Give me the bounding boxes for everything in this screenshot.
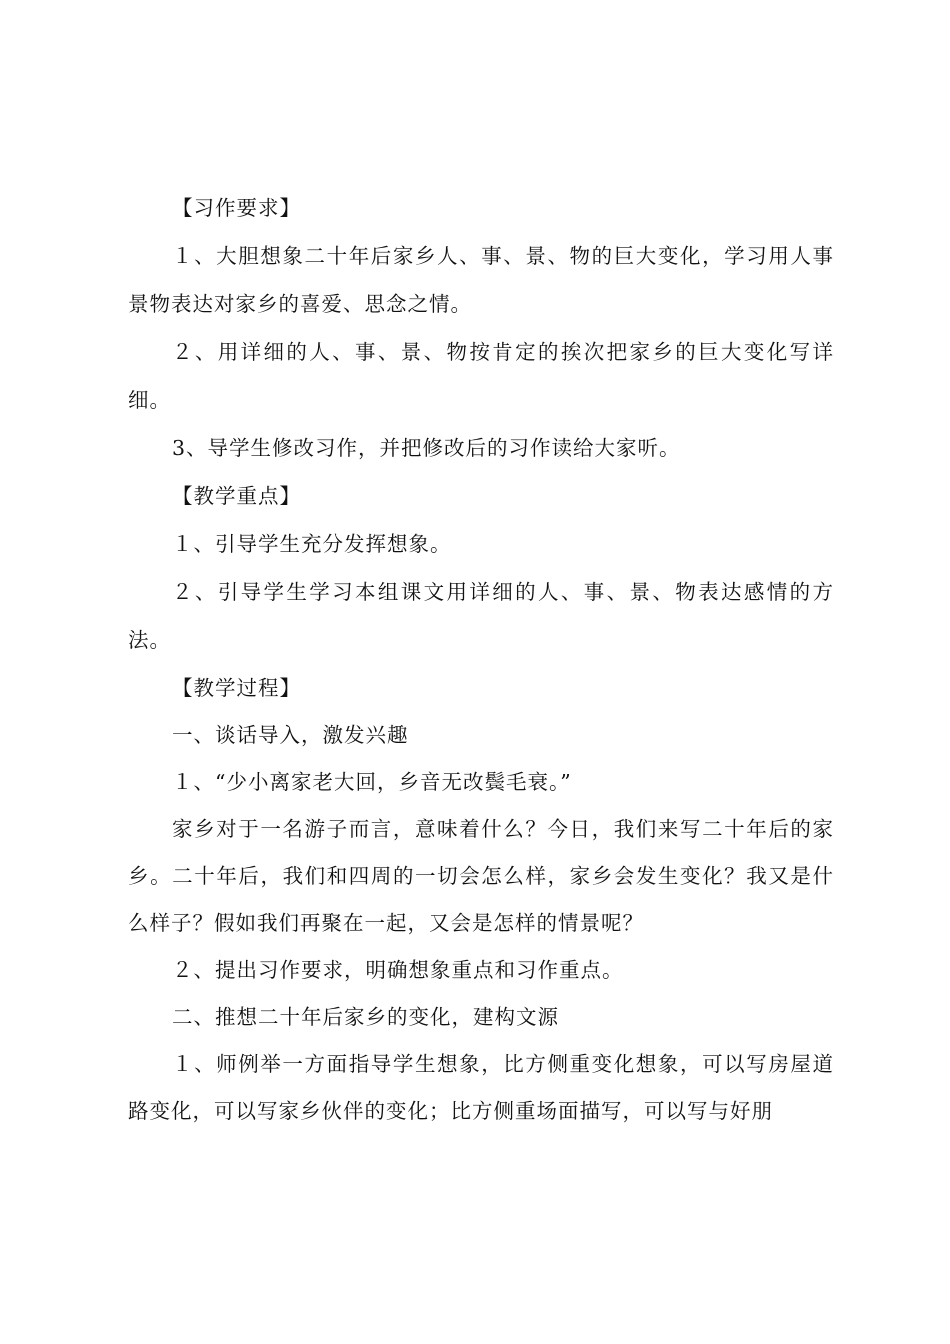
heading-writing-requirements: 【习作要求】 — [172, 196, 301, 220]
process-item-1: １、“少小离家老大回，乡音无改鬓毛衰。” — [172, 770, 572, 794]
process-item-2: ２、提出习作要求，明确想象重点和习作重点。 — [172, 958, 624, 982]
focus-item-2: ２、引导学生学习本组课文用详细的人、事、景、物表达感情的方法。 — [128, 580, 834, 652]
requirement-item-1: １、大胆想象二十年后家乡人、事、景、物的巨大变化，学习用人事景物表达对家乡的喜爱、思念之情。 — [128, 244, 834, 316]
focus-item-1: １、引导学生充分发挥想象。 — [172, 532, 452, 556]
process-section-2-item-1: １、师例举一方面指导学生想象，比方侧重变化想象，可以写房屋道路变化，可以写家乡伙伴的变化；比方侧重场面描写，可以写与好朋 — [128, 1052, 834, 1123]
requirement-item-3: 3、导学生修改习作，并把修改后的习作读给大家听。 — [172, 436, 681, 460]
process-section-1-title: 一、谈话导入，激发兴趣 — [172, 723, 409, 747]
heading-teaching-focus: 【教学重点】 — [172, 484, 301, 508]
requirement-item-2: ２、用详细的人、事、景、物按肯定的挨次把家乡的巨大变化写详细。 — [128, 340, 834, 412]
process-section-2-title: 二、推想二十年后家乡的变化，建构文源 — [172, 1005, 559, 1029]
heading-teaching-process: 【教学过程】 — [172, 676, 301, 700]
process-paragraph-hometown: 家乡对于一名游子而言，意味着什么？今日，我们来写二十年后的家乡。二十年后，我们和四周的一切会怎么样，家乡会发生变化？我又是什么样子？假如我们再聚在一起，又会是怎样的情景呢？ — [128, 817, 834, 935]
document-body — [128, 184, 834, 1135]
